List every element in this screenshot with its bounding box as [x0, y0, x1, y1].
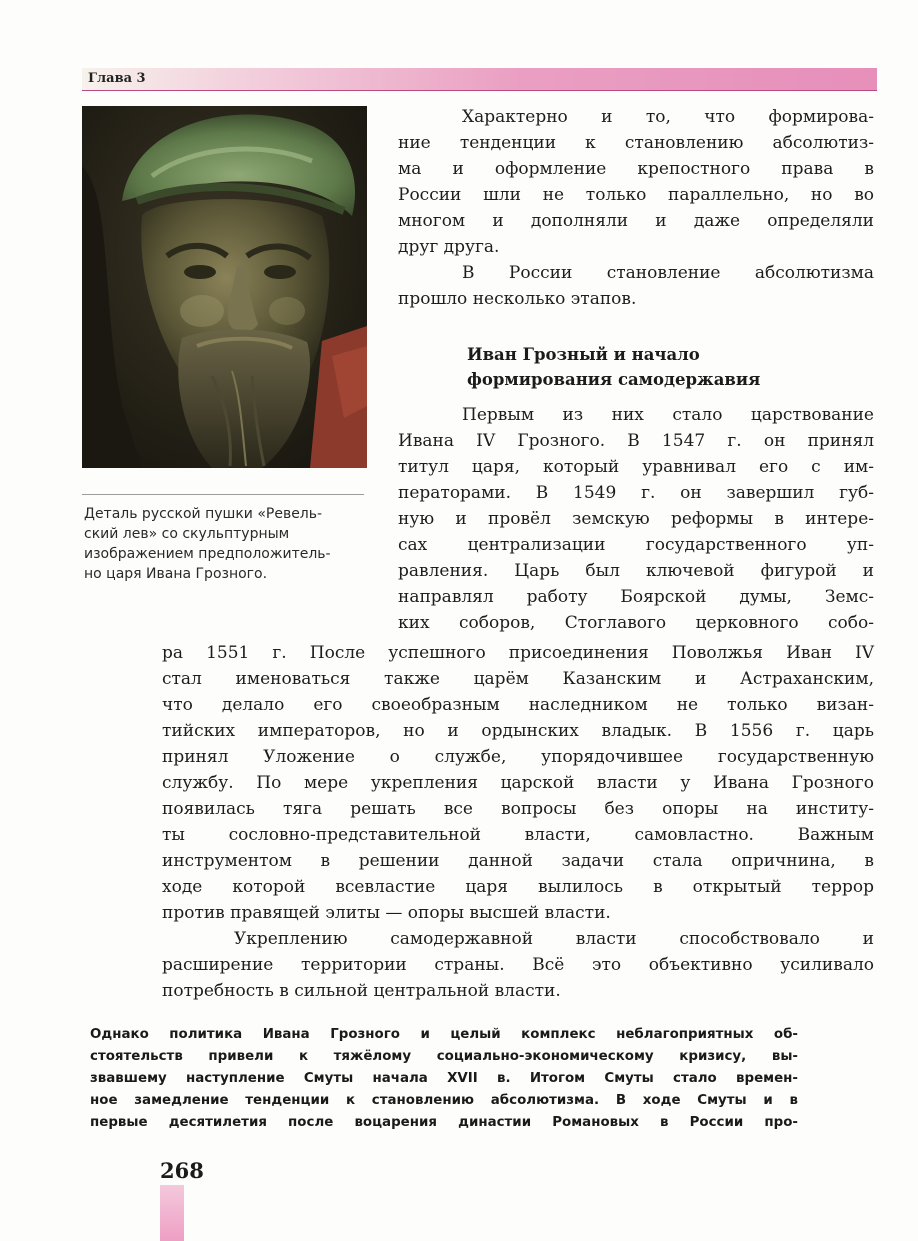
text-line: титул царя, который уравнивал его с им-: [398, 457, 874, 477]
text-line: ты сословно-представительной власти, самовластно. Важным: [162, 825, 874, 845]
summary-bold-block: [90, 1024, 798, 1134]
text-line: ходе которой всевластие царя вылилось в открытый террор: [162, 877, 874, 897]
text-line: потребность в сильной центральной власти.: [162, 981, 561, 1001]
text-line: ператорами. В 1549 г. он завершил губ-: [398, 483, 874, 503]
sculpture-photo: [82, 106, 367, 468]
text-line: что делало его своеобразным наследником не только визан-: [162, 695, 874, 715]
caption-line: но царя Ивана Грозного.: [84, 566, 268, 582]
bold-line: ное замедление тенденции к становлению абсолютизма. В ходе Смуты и в: [90, 1093, 798, 1108]
text-line: стал именоваться также царём Казанским и Астраханским,: [162, 669, 874, 689]
text-line: расширение территории страны. Всё это объективно усиливало: [162, 955, 874, 975]
text-line: Характерно и то, что формирова-: [462, 107, 874, 127]
text-line: России шли не только параллельно, но во: [398, 185, 874, 205]
text-line: принял Уложение о службе, упорядочившее государственную: [162, 747, 874, 767]
chapter-header-bar: [82, 68, 877, 90]
text-line: сах централизации государственного уп-: [398, 535, 874, 555]
text-line: ра 1551 г. После успешного присоединения Поволжья Иван IV: [162, 643, 874, 663]
bold-line: Однако политика Ивана Грозного и целый комплекс неблагоприятных об-: [90, 1027, 798, 1042]
main-text-block: [162, 640, 874, 1004]
text-line: друг друга.: [398, 237, 500, 257]
bold-line: первые десятилетия после воцарения династии Романовых в России про-: [90, 1115, 798, 1130]
text-line: тийских императоров, но и ордынских владык. В 1556 г. царь: [162, 721, 874, 741]
bold-line: стоятельств привели к тяжёлому социально-экономическому кризису, вы-: [90, 1049, 798, 1064]
caption-line: Деталь русской пушки «Ревель-: [84, 506, 323, 522]
text-line: Укреплению самодержавной власти способствовало и: [234, 929, 874, 949]
text-line: В России становление абсолютизма: [462, 263, 874, 283]
intro-column: [398, 104, 874, 312]
caption-rule: [82, 494, 364, 495]
text-line: ние тенденции к становлению абсолютиз-: [398, 133, 874, 153]
text-line: инструментом в решении данной задачи стала опричнина, в: [162, 851, 874, 871]
text-line: появилась тяга решать все вопросы без опоры на институ-: [162, 799, 874, 819]
heading-line: формирования самодержавия: [467, 370, 761, 389]
section-right-column: [398, 402, 874, 636]
text-line: равления. Царь был ключевой фигурой и: [398, 561, 874, 581]
text-line: ких соборов, Стоглавого церковного собо-: [398, 613, 874, 633]
text-line: службу. По мере укрепления царской власти у Ивана Грозного: [162, 773, 874, 793]
text-line: многом и дополняли и даже определяли: [398, 211, 874, 231]
bronze-sculpture-head-icon: [82, 106, 367, 468]
bold-line: звавшему наступление Смуты начала XVII в. Итогом Смуты стало времен-: [90, 1071, 798, 1086]
page-number: 268: [160, 1158, 204, 1183]
text-line: Первым из них стало царствование: [462, 405, 874, 425]
caption-line: ский лев» со скульптурным: [84, 526, 290, 542]
text-line: против правящей элиты — опоры высшей власти.: [162, 903, 611, 923]
caption-line: изображением предположитель-: [84, 546, 331, 562]
chapter-title: Глава 3: [88, 71, 146, 86]
text-line: ную и провёл земскую реформы в интере-: [398, 509, 874, 529]
heading-line: Иван Грозный и начало: [467, 345, 700, 364]
page-accent-stripe: [160, 1185, 184, 1241]
text-line: прошло несколько этапов.: [398, 289, 637, 309]
figure-caption: [84, 504, 374, 584]
text-line: ма и оформление крепостного права в: [398, 159, 874, 179]
header-rule: [82, 90, 877, 91]
text-line: Ивана IV Грозного. В 1547 г. он принял: [398, 431, 874, 451]
section-heading: [467, 342, 760, 392]
text-line: направлял работу Боярской думы, Земс-: [398, 587, 874, 607]
